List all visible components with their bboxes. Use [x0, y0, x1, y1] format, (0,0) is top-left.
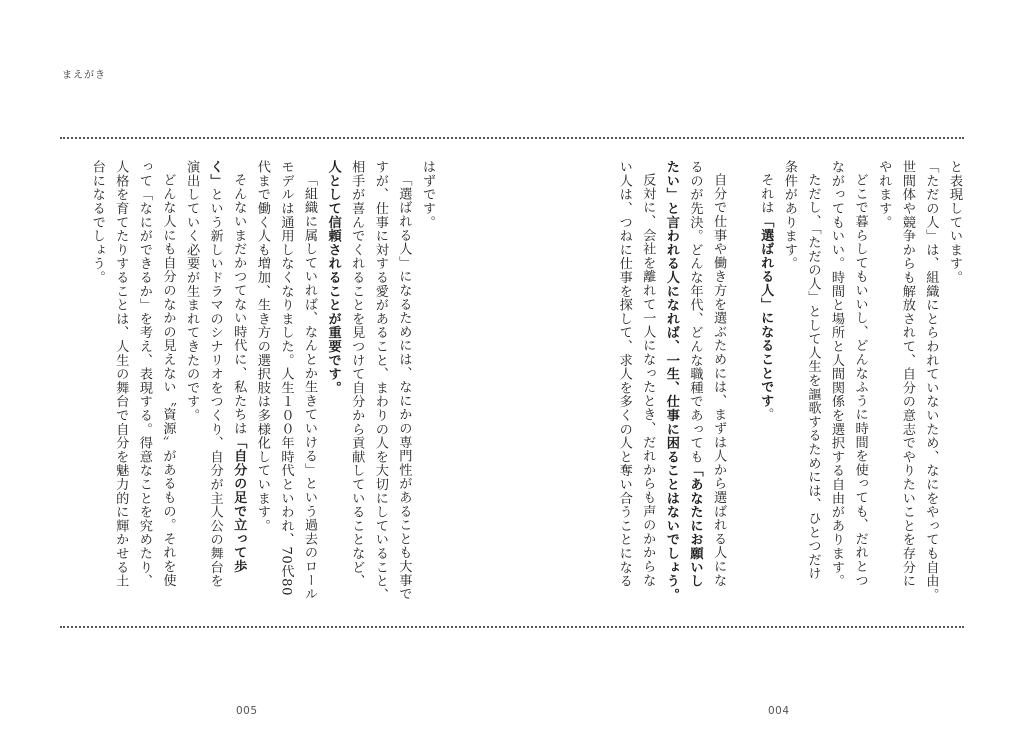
emphasis-text: 「自分の足で立って歩	[231, 435, 247, 574]
emphasis-text: たい」と言われる人になれば、一生、仕事に困ることはないでしょう。	[663, 160, 679, 602]
text-line	[345, 160, 369, 605]
text-line	[132, 160, 156, 605]
body-text: 代まで働く人も増加、生き方の選択肢は多様化しています。	[254, 160, 270, 533]
text-line	[659, 160, 683, 605]
body-text: 台になるでしょう。	[89, 160, 105, 285]
body-text: い人は、つねに仕事を探して、求人を多くの人と奪い合うことになる	[616, 160, 632, 588]
body-text: 「ただの人」は、組織にとらわれていないため、なにをやっても自由。	[923, 160, 939, 602]
text-line	[824, 160, 848, 605]
body-text: モデルは通用しなくなりました。人生１００年時代といわれ、70代80	[278, 160, 294, 597]
text-line	[942, 160, 966, 605]
text-line	[85, 160, 109, 605]
body-text: 反対に、会社を離れて一人になったとき、だれからも声のかからな	[640, 173, 656, 588]
running-header: まえがき	[62, 70, 106, 81]
body-text: という新しいドラマのシナリオをつくり、自分が主人公の舞台を	[207, 187, 223, 588]
body-text: と表現しています。	[947, 160, 962, 285]
text-line	[368, 160, 392, 605]
body-text: 人格を育てたりすることは、人生の舞台で自分を魅力的に輝かせる土	[113, 160, 129, 588]
body-text: そんないまだかつてない時代に、私たちは	[231, 173, 247, 436]
body-text: 条件があります。	[781, 160, 797, 271]
text-line	[801, 160, 825, 605]
text-line	[636, 160, 660, 605]
text-line	[848, 160, 872, 605]
body-text: やれます。	[876, 160, 892, 229]
body-text: って「なにができるか」を考え、表現する。得意なことを究めたり、	[136, 160, 152, 588]
text-line	[250, 160, 274, 605]
emphasis-text: く」	[207, 160, 223, 188]
body-text: 相手が喜んでくれることを見つけて自分から貢献していることなど、	[349, 160, 365, 588]
text-line	[730, 160, 754, 605]
page-number-left: 005	[236, 705, 258, 717]
text-line	[777, 160, 801, 605]
body-text: るのが先決。どんな年代、どんな職種であっても	[687, 160, 703, 464]
text-line	[203, 160, 227, 605]
body-text: 自分で仕事や働き方を選ぶためには、まずは人から選ばれる人にな	[711, 173, 727, 588]
text-line	[683, 160, 707, 605]
body-text: 「選ばれる人」になるためには、なにかの専門性があることも大事で	[396, 173, 412, 601]
text-line	[415, 160, 439, 605]
body-text: すが、仕事に対する愛があること、まわりの人を大切にしていること、	[372, 160, 388, 602]
page-number-right: 004	[768, 705, 790, 717]
body-text: どんな人にも自分のなかの見えない〝資源〟があるもの。それを使	[160, 173, 176, 588]
text-line	[392, 160, 416, 605]
text-line	[274, 160, 298, 605]
text-line	[872, 160, 896, 605]
text-line	[297, 160, 321, 605]
emphasis-text: 「あなたにお願いし	[687, 463, 703, 588]
text-line	[706, 160, 730, 605]
text-line	[612, 160, 636, 605]
emphasis-text: 人として信頼されることが重要です。	[325, 160, 341, 395]
text-line	[321, 160, 345, 605]
emphasis-text: 「選ばれる人」になることです	[758, 214, 774, 408]
body-text: どこで暮らしてもいいし、どんなふうに時間を使っても、だれとつ	[852, 173, 868, 588]
text-line	[156, 160, 180, 605]
body-text: ただし、「ただの人」として人生を謳歌するためには、ひとつだけ	[805, 173, 821, 581]
text-line	[109, 160, 133, 605]
bottom-dotted-rule	[60, 626, 964, 628]
body-text: それは	[758, 173, 774, 215]
page-004-body-text	[576, 160, 966, 605]
text-line	[179, 160, 203, 605]
body-text: 「組織に属していれば、なんとか生きていける」という過去のロール	[302, 173, 318, 601]
text-line	[227, 160, 251, 605]
body-text: はずです。	[420, 160, 435, 229]
body-text: ながってもいい。時間と場所と人間関係を選択する自由があります。	[829, 160, 845, 588]
body-text: 世間体や競争からも解放されて、自分の意志でやりたいことを存分に	[899, 160, 915, 588]
body-text: 演出していく必要が生まれてきたのです。	[184, 160, 200, 423]
body-text: 。	[758, 407, 774, 422]
text-line	[919, 160, 943, 605]
page-005-body-text	[54, 160, 439, 605]
text-line	[754, 160, 778, 605]
text-line	[895, 160, 919, 605]
top-dotted-rule	[60, 137, 964, 139]
